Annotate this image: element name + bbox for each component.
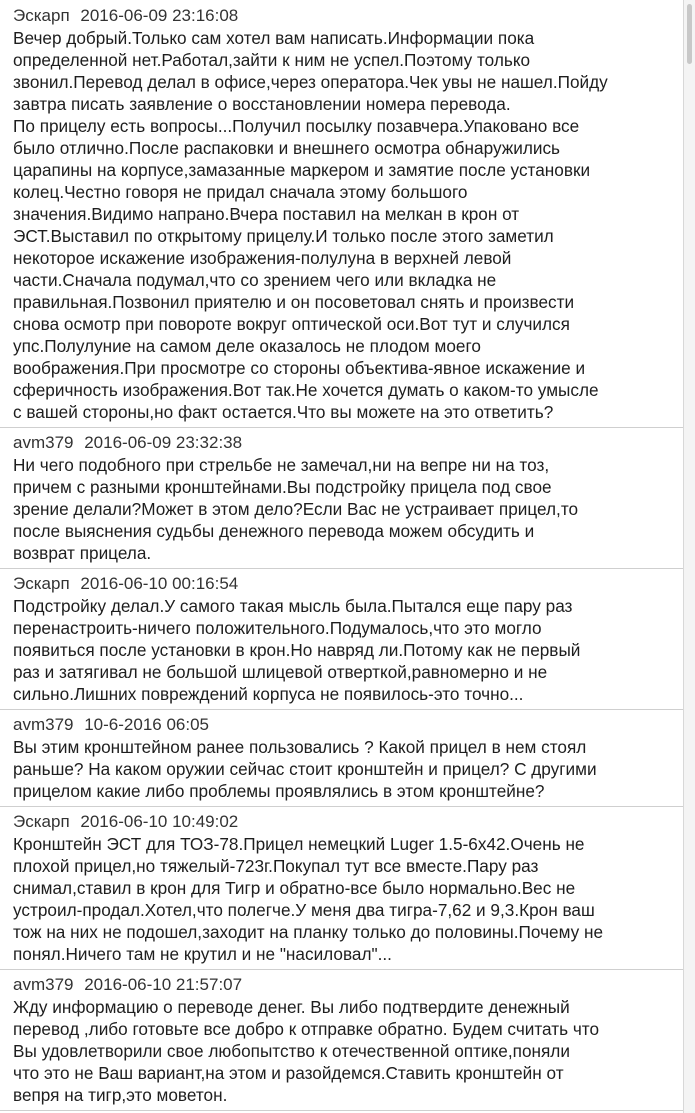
message-body: Вы этим кронштейном ранее пользовались ? Какой прицел в нем стоял раньше? На каком оружии сейчас стоит кронштейн и прицел? С другими прицелом какие либо проблемы проявлялись в этом кронштейне? [13,737,597,801]
message-item [0,428,683,569]
message-item [0,807,683,970]
message-header [13,974,683,995]
message-body: Вечер добрый.Только сам хотел вам написать.Информации пока определенной нет.Работал,зайти к ним не успел.Поэтому только звонил.Перевод делал в офисе,через оператора.Чек увы не нашел.Пойду завтра писать заявление о восстановлении номера перевода. По прицелу есть вопросы...Получил посылку позавчера.Упаковано все было отлично.После распаковки и внешнего осмотра обнаружились царапины на корпусе,замазанные маркером и замятие после установки колец.Честно говоря не придал сначала этому большого значения.Видимо напрано.Вчера поставил на мелкан в крон от ЭСТ.Выставил по открытому прицелу.И только после этого заметил некоторое искажение изображения-полулуна в верхней левой части.Сначала подумал,что со зрением чего или вкладка не правильная.Позвонил приятелю и он посоветовал снять и произвести снова осмотр при повороте вокруг оптической оси.Вот тут и случился упс.Полулуние на самом деле оказалось не плодом моего воображения.При просмотре со стороны объектива-явное искажение и сферичность изображения.Вот так.Не хочется думать о каком-то умысле с вашей стороны,но факт остается.Что вы можете на это ответить? [13,28,608,422]
message-body: Ни чего подобного при стрельбе не замечал,ни на вепре ни на тоз, причем с разными кронштейнами.Вы подстройку прицела под свое зрение делали?Может в этом дело?Если Вас не устраивает прицел,то после выяснения судьбы денежного перевода можем обсудить и возврат прицела. [13,455,579,563]
message-author[interactable]: Эскарп [13,812,70,831]
message-item [0,970,683,1111]
message-timestamp: 2016-06-09 23:32:38 [84,433,243,452]
message-author[interactable]: Эскарп [13,574,70,593]
message-timestamp: 10-6-2016 06:05 [84,715,209,734]
vertical-scrollbar[interactable] [683,0,695,1113]
message-header [13,811,683,832]
message-timestamp: 2016-06-10 00:16:54 [80,574,239,593]
message-header [13,573,683,594]
message-timestamp: 2016-06-09 23:16:08 [80,6,239,25]
message-body: Кронштейн ЭСТ для ТОЗ-78.Прицел немецкий Luger 1.5-6х42.Очень не плохой прицел,но тяжелый-723г.Покупал тут все вместе.Пару раз снимал,ставил в крон для Тигр и обратно-все было нормально.Вес не устроил-продал.Хотел,что полегче.У меня два тигра-7,62 и 9,3.Крон ваш тож на них не подошел,заходит на планку только до половины.Почему не понял.Ничего там не крутил и не "насиловал"... [13,834,604,964]
message-author[interactable]: avm379 [13,433,74,452]
message-item [0,710,683,807]
message-body: Подстройку делал.У самого такая мысль была.Пытался еще пару раз перенастроить-ничего положительного.Подумалось,что это могло появиться после установки в крон.Но навряд ли.Потому как не первый раз и затягивал не большой шлицевой отверткой,равномерно и не сильно.Лишних повреждений корпуса не появилось-это точно... [13,596,581,704]
message-body: Жду информацию о переводе денег. Вы либо подтвердите денежный перевод ,либо готовьте все добро к отправке обратно. Будем считать что Вы удовлетворили свое любопытство к отечественной оптике,поняли что это не Ваш вариант,на этом и разойдемся.Ставить кронштейн от вепря на тигр,это моветон. [13,997,600,1105]
message-header [13,714,683,735]
scrollbar-thumb[interactable] [687,4,692,64]
message-header [13,5,683,26]
message-item [0,569,683,710]
message-item [0,0,683,428]
message-author[interactable]: avm379 [13,975,74,994]
message-timestamp: 2016-06-10 10:49:02 [80,812,239,831]
message-timestamp: 2016-06-10 21:57:07 [84,975,243,994]
message-header [13,432,683,453]
message-author[interactable]: avm379 [13,715,74,734]
message-author[interactable]: Эскарп [13,6,70,25]
